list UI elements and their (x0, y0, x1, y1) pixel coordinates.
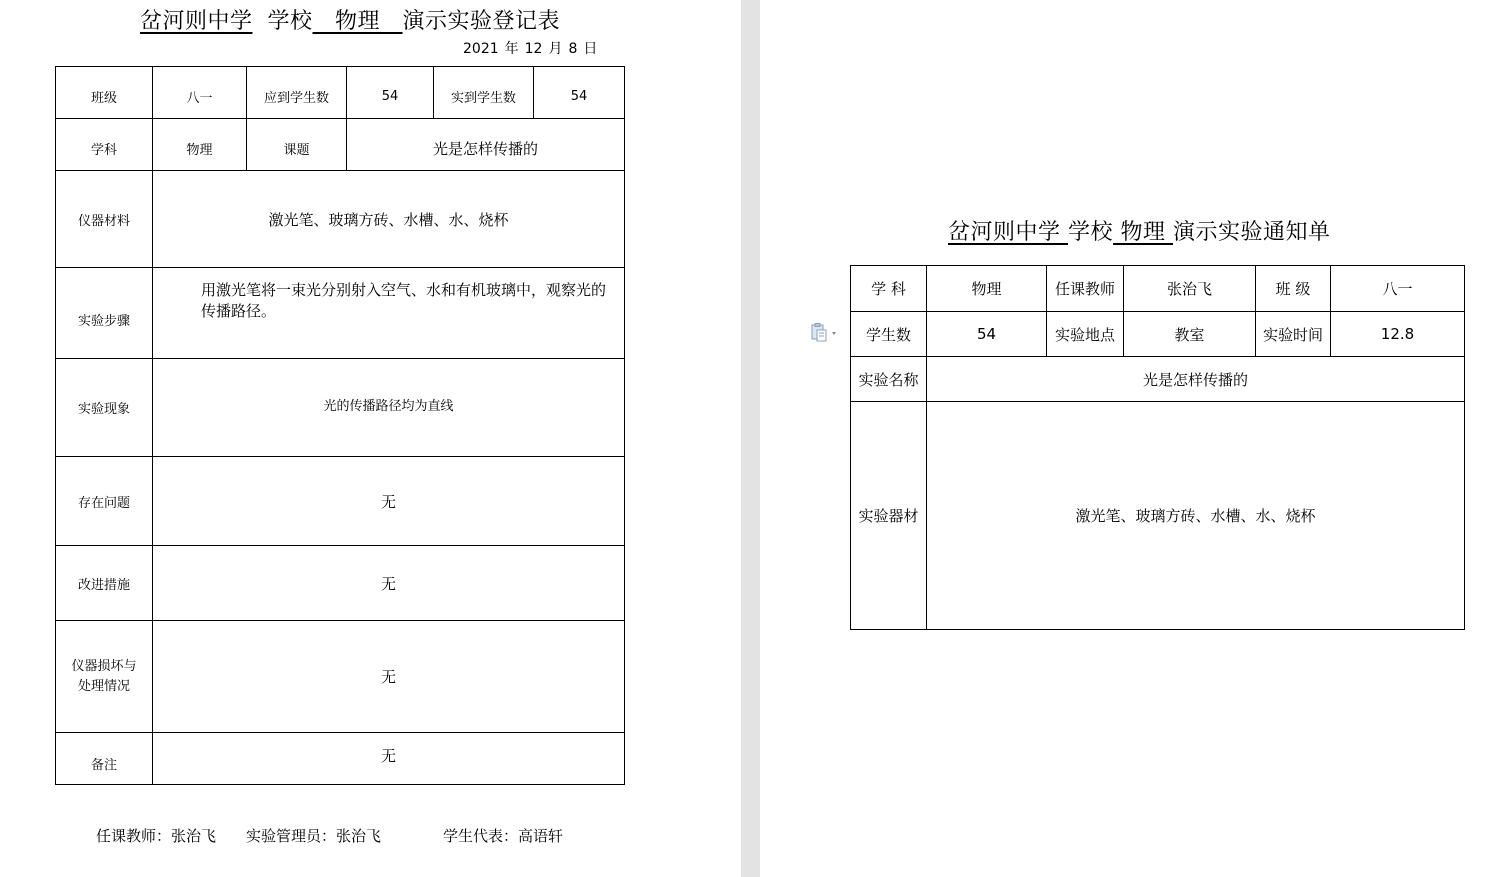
notice-teacher-value[interactable]: 张治飞 (1124, 266, 1256, 312)
paste-options-icon[interactable] (810, 323, 838, 343)
notice-title-school-suffix: 学校 (1068, 220, 1114, 245)
equipment-value[interactable]: 激光笔、玻璃方砖、水槽、水、烧杯 (153, 171, 625, 268)
notice-equipment-label: 实验器材 (851, 402, 927, 630)
improvements-value[interactable]: 无 (153, 546, 625, 621)
date-month-unit: 月 (548, 41, 563, 57)
remarks-label: 备注 (56, 733, 153, 785)
notice-location-value[interactable]: 教室 (1124, 312, 1256, 357)
register-table (55, 66, 625, 785)
date-year-unit: 年 (504, 41, 519, 57)
problems-value[interactable]: 无 (153, 457, 625, 546)
signature-footer (96, 825, 563, 846)
damage-value[interactable]: 无 (153, 621, 625, 733)
class-label: 班级 (56, 67, 153, 119)
notice-title-subject: 物理 (1120, 220, 1166, 245)
title-suffix: 演示实验登记表 (402, 9, 561, 34)
footer-manager: 实验管理员：张治飞 (246, 827, 382, 845)
right-document-page (760, 0, 1499, 877)
notice-name-label: 实验名称 (851, 357, 927, 402)
notice-title-suffix: 演示实验通知单 (1173, 220, 1331, 245)
notice-table (850, 265, 1465, 630)
steps-value[interactable]: 用激光笔将一束光分别射入空气、水和有机玻璃中，观察光的传播路径。 (153, 268, 625, 359)
notice-class-label: 班 级 (1256, 266, 1331, 312)
notice-title (948, 215, 1331, 246)
class-value[interactable]: 八一 (153, 67, 247, 119)
notice-equipment-value[interactable]: 激光笔、玻璃方砖、水槽、水、烧杯 (927, 402, 1465, 630)
notice-name-value[interactable]: 光是怎样传播的 (927, 357, 1465, 402)
notice-time-value[interactable]: 12.8 (1331, 312, 1465, 357)
footer-student-rep: 学生代表：高语轩 (443, 827, 564, 845)
topic-label: 课题 (247, 119, 347, 171)
notice-subject-value[interactable]: 物理 (927, 266, 1047, 312)
damage-label-line1: 仪器损坏与 (71, 658, 137, 674)
improvements-label: 改进措施 (56, 546, 153, 621)
equipment-label: 仪器材料 (56, 171, 153, 268)
phenomenon-value[interactable]: 光的传播路径均为直线 (153, 359, 625, 457)
phenomenon-label: 实验现象 (56, 359, 153, 457)
steps-label: 实验步骤 (56, 268, 153, 359)
expected-students-value[interactable]: 54 (347, 67, 434, 119)
page-gutter (741, 0, 760, 877)
damage-label (56, 621, 153, 733)
problems-label: 存在问题 (56, 457, 153, 546)
notice-students-label: 学生数 (851, 312, 927, 357)
title-subject: 物理 (335, 9, 381, 34)
register-date (463, 38, 603, 58)
notice-class-value[interactable]: 八一 (1331, 266, 1465, 312)
remarks-value[interactable]: 无 (153, 733, 625, 785)
left-document-page (0, 0, 741, 877)
notice-title-school: 岔河则中学 (948, 220, 1061, 245)
date-year: 2021 (463, 41, 499, 57)
expected-students-label: 应到学生数 (247, 67, 347, 119)
notice-students-value[interactable]: 54 (927, 312, 1047, 357)
title-school-suffix: 学校 (267, 9, 313, 34)
damage-label-line2: 处理情况 (77, 678, 130, 694)
notice-teacher-label: 任课教师 (1047, 266, 1124, 312)
notice-time-label: 实验时间 (1256, 312, 1331, 357)
subject-value[interactable]: 物理 (153, 119, 247, 171)
footer-teacher: 任课教师：张治飞 (96, 827, 217, 845)
date-day: 8 (568, 41, 578, 57)
title-school: 岔河则中学 (139, 9, 253, 34)
actual-students-label: 实到学生数 (434, 67, 534, 119)
notice-subject-label: 学 科 (851, 266, 927, 312)
register-title (0, 4, 700, 35)
topic-value[interactable]: 光是怎样传播的 (347, 119, 625, 171)
date-day-unit: 日 (583, 41, 598, 57)
subject-label: 学科 (56, 119, 153, 171)
date-month: 12 (524, 41, 543, 57)
actual-students-value[interactable]: 54 (534, 67, 625, 119)
notice-location-label: 实验地点 (1047, 312, 1124, 357)
